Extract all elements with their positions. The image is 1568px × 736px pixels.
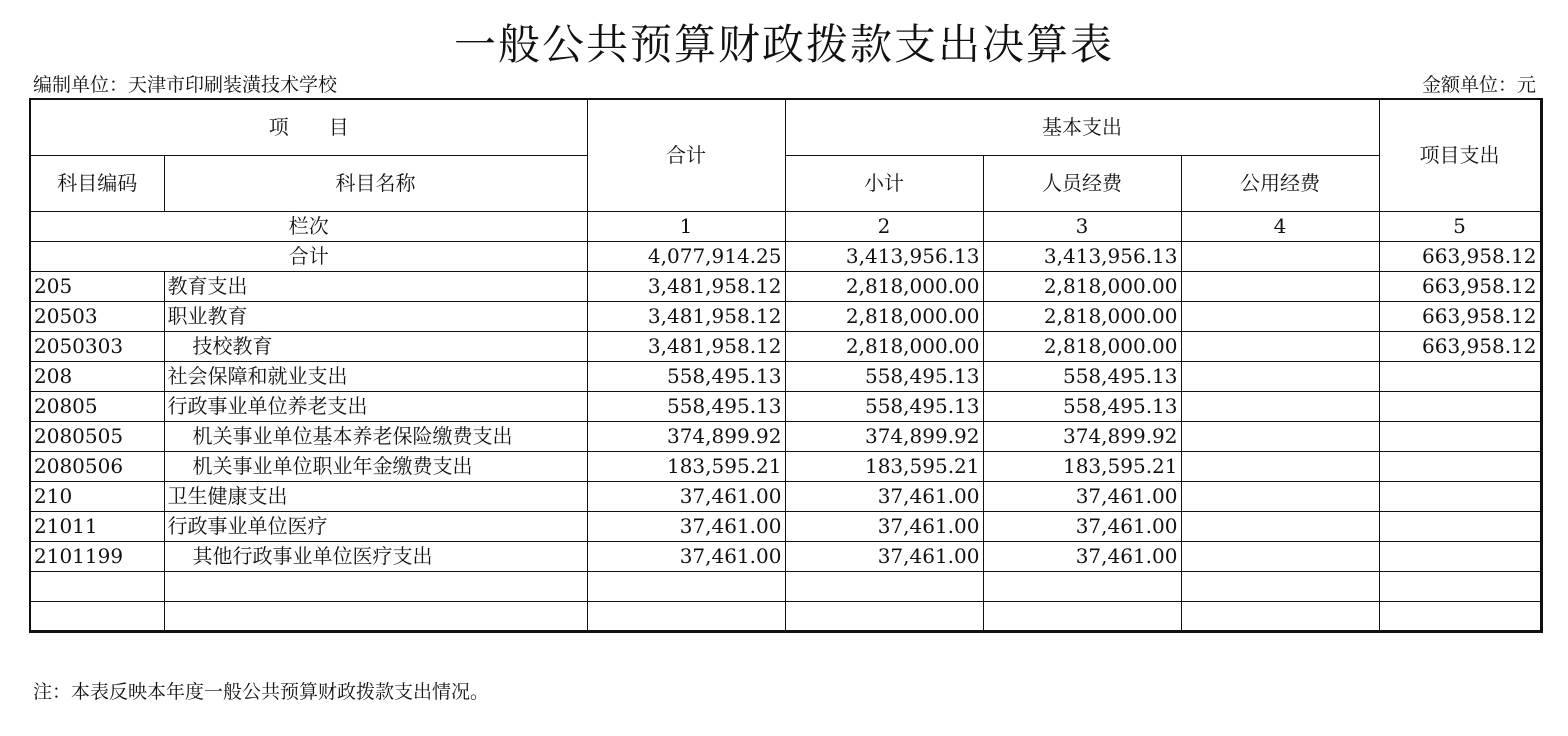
- header-basic-expenditure: 基本支出: [785, 99, 1379, 155]
- cell-total: 558,495.13: [587, 361, 785, 391]
- cell-personnel: [983, 601, 1181, 631]
- page-title: 一般公共预算财政拨款支出决算表: [453, 20, 1114, 69]
- amount-unit: 金额单位：元: [1421, 74, 1536, 96]
- cell-project: [1379, 481, 1541, 511]
- cell-project: [1379, 511, 1541, 541]
- header-row-2: [30, 155, 1541, 211]
- cell-subtotal: 37,461.00: [785, 481, 983, 511]
- preparing-unit: 编制单位：天津市印刷装潢技术学校: [33, 74, 338, 96]
- cell-personnel: 37,461.00: [983, 481, 1181, 511]
- cell-code: 20503: [30, 301, 164, 331]
- total-project: 663,958.12: [1379, 241, 1541, 271]
- cell-project: [1379, 571, 1541, 601]
- cell-project: 663,958.12: [1379, 271, 1541, 301]
- cell-name: 行政事业单位养老支出: [164, 391, 587, 421]
- cell-name: 其他行政事业单位医疗支出: [164, 541, 587, 571]
- cell-code: 2080506: [30, 451, 164, 481]
- header-item: 项 目: [30, 99, 587, 155]
- cell-project: [1379, 391, 1541, 421]
- cell-code: 2080505: [30, 421, 164, 451]
- cell-public: [1181, 571, 1379, 601]
- expenditure-table: [29, 98, 1543, 633]
- cell-name: 教育支出: [164, 271, 587, 301]
- cell-project: [1379, 361, 1541, 391]
- cell-project: 663,958.12: [1379, 301, 1541, 331]
- cell-personnel: 2,818,000.00: [983, 271, 1181, 301]
- column-number-4: 4: [1181, 211, 1379, 241]
- cell-code: 210: [30, 481, 164, 511]
- total-public: [1181, 241, 1379, 271]
- column-number-row: [30, 211, 1541, 241]
- cell-subtotal: 558,495.13: [785, 361, 983, 391]
- table-row: [30, 511, 1541, 541]
- cell-total: 183,595.21: [587, 451, 785, 481]
- cell-personnel: 183,595.21: [983, 451, 1181, 481]
- header-personnel: 人员经费: [983, 155, 1181, 211]
- cell-public: [1181, 361, 1379, 391]
- cell-code: 20805: [30, 391, 164, 421]
- column-number-1: 1: [587, 211, 785, 241]
- cell-code: 2050303: [30, 331, 164, 361]
- table-row: [30, 451, 1541, 481]
- header-total: 合计: [587, 99, 785, 211]
- cell-total: 37,461.00: [587, 511, 785, 541]
- cell-personnel: 37,461.00: [983, 511, 1181, 541]
- cell-name: 机关事业单位基本养老保险缴费支出: [164, 421, 587, 451]
- header-row-1: [30, 99, 1541, 155]
- cell-total: 3,481,958.12: [587, 301, 785, 331]
- cell-project: [1379, 451, 1541, 481]
- cell-name: 行政事业单位医疗: [164, 511, 587, 541]
- cell-personnel: 2,818,000.00: [983, 301, 1181, 331]
- cell-personnel: 558,495.13: [983, 391, 1181, 421]
- column-number-3: 3: [983, 211, 1181, 241]
- cell-public: [1181, 511, 1379, 541]
- cell-personnel: 2,818,000.00: [983, 331, 1181, 361]
- cell-project: 663,958.12: [1379, 331, 1541, 361]
- table-row: [30, 271, 1541, 301]
- cell-subtotal: 2,818,000.00: [785, 331, 983, 361]
- cell-code: 205: [30, 271, 164, 301]
- cell-total: 3,481,958.12: [587, 331, 785, 361]
- cell-subtotal: 37,461.00: [785, 541, 983, 571]
- cell-total: [587, 601, 785, 631]
- total-subtotal: 3,413,956.13: [785, 241, 983, 271]
- cell-project: [1379, 541, 1541, 571]
- cell-code: [30, 571, 164, 601]
- header-public: 公用经费: [1181, 155, 1379, 211]
- cell-personnel: 37,461.00: [983, 541, 1181, 571]
- cell-subtotal: 183,595.21: [785, 451, 983, 481]
- total-row: [30, 241, 1541, 271]
- cell-total: 37,461.00: [587, 541, 785, 571]
- cell-project: [1379, 421, 1541, 451]
- cell-public: [1181, 391, 1379, 421]
- cell-code: [30, 601, 164, 631]
- table-row: [30, 601, 1541, 631]
- cell-name: [164, 571, 587, 601]
- column-number-label: 栏次: [30, 211, 587, 241]
- cell-name: [164, 601, 587, 631]
- cell-total: 37,461.00: [587, 481, 785, 511]
- table-row: [30, 421, 1541, 451]
- cell-total: [587, 571, 785, 601]
- cell-public: [1181, 271, 1379, 301]
- cell-code: 2101199: [30, 541, 164, 571]
- table-row: [30, 331, 1541, 361]
- cell-public: [1181, 541, 1379, 571]
- cell-personnel: 558,495.13: [983, 361, 1181, 391]
- cell-name: 技校教育: [164, 331, 587, 361]
- header-project-expenditure: 项目支出: [1379, 99, 1541, 211]
- cell-public: [1181, 451, 1379, 481]
- cell-public: [1181, 601, 1379, 631]
- cell-personnel: [983, 571, 1181, 601]
- table-row: [30, 361, 1541, 391]
- cell-subtotal: 2,818,000.00: [785, 301, 983, 331]
- table-row: [30, 541, 1541, 571]
- cell-public: [1181, 301, 1379, 331]
- total-amount: 4,077,914.25: [587, 241, 785, 271]
- cell-subtotal: 558,495.13: [785, 391, 983, 421]
- cell-total: 374,899.92: [587, 421, 785, 451]
- table-row: [30, 571, 1541, 601]
- cell-subtotal: 2,818,000.00: [785, 271, 983, 301]
- cell-name: 卫生健康支出: [164, 481, 587, 511]
- cell-total: 3,481,958.12: [587, 271, 785, 301]
- cell-subtotal: [785, 571, 983, 601]
- cell-code: 208: [30, 361, 164, 391]
- cell-name: 社会保障和就业支出: [164, 361, 587, 391]
- header-code: 科目编码: [30, 155, 164, 211]
- cell-public: [1181, 421, 1379, 451]
- header-subtotal: 小计: [785, 155, 983, 211]
- cell-subtotal: 37,461.00: [785, 511, 983, 541]
- total-label: 合计: [30, 241, 587, 271]
- table-row: [30, 391, 1541, 421]
- cell-name: 机关事业单位职业年金缴费支出: [164, 451, 587, 481]
- cell-code: 21011: [30, 511, 164, 541]
- cell-total: 558,495.13: [587, 391, 785, 421]
- table-row: [30, 301, 1541, 331]
- table-row: [30, 481, 1541, 511]
- column-number-5: 5: [1379, 211, 1541, 241]
- total-personnel: 3,413,956.13: [983, 241, 1181, 271]
- cell-subtotal: 374,899.92: [785, 421, 983, 451]
- cell-public: [1181, 331, 1379, 361]
- header-name: 科目名称: [164, 155, 587, 211]
- column-number-2: 2: [785, 211, 983, 241]
- footnote: 注：本表反映本年度一般公共预算财政拨款支出情况。: [33, 681, 490, 703]
- cell-public: [1181, 481, 1379, 511]
- cell-personnel: 374,899.92: [983, 421, 1181, 451]
- cell-subtotal: [785, 601, 983, 631]
- cell-name: 职业教育: [164, 301, 587, 331]
- cell-project: [1379, 601, 1541, 631]
